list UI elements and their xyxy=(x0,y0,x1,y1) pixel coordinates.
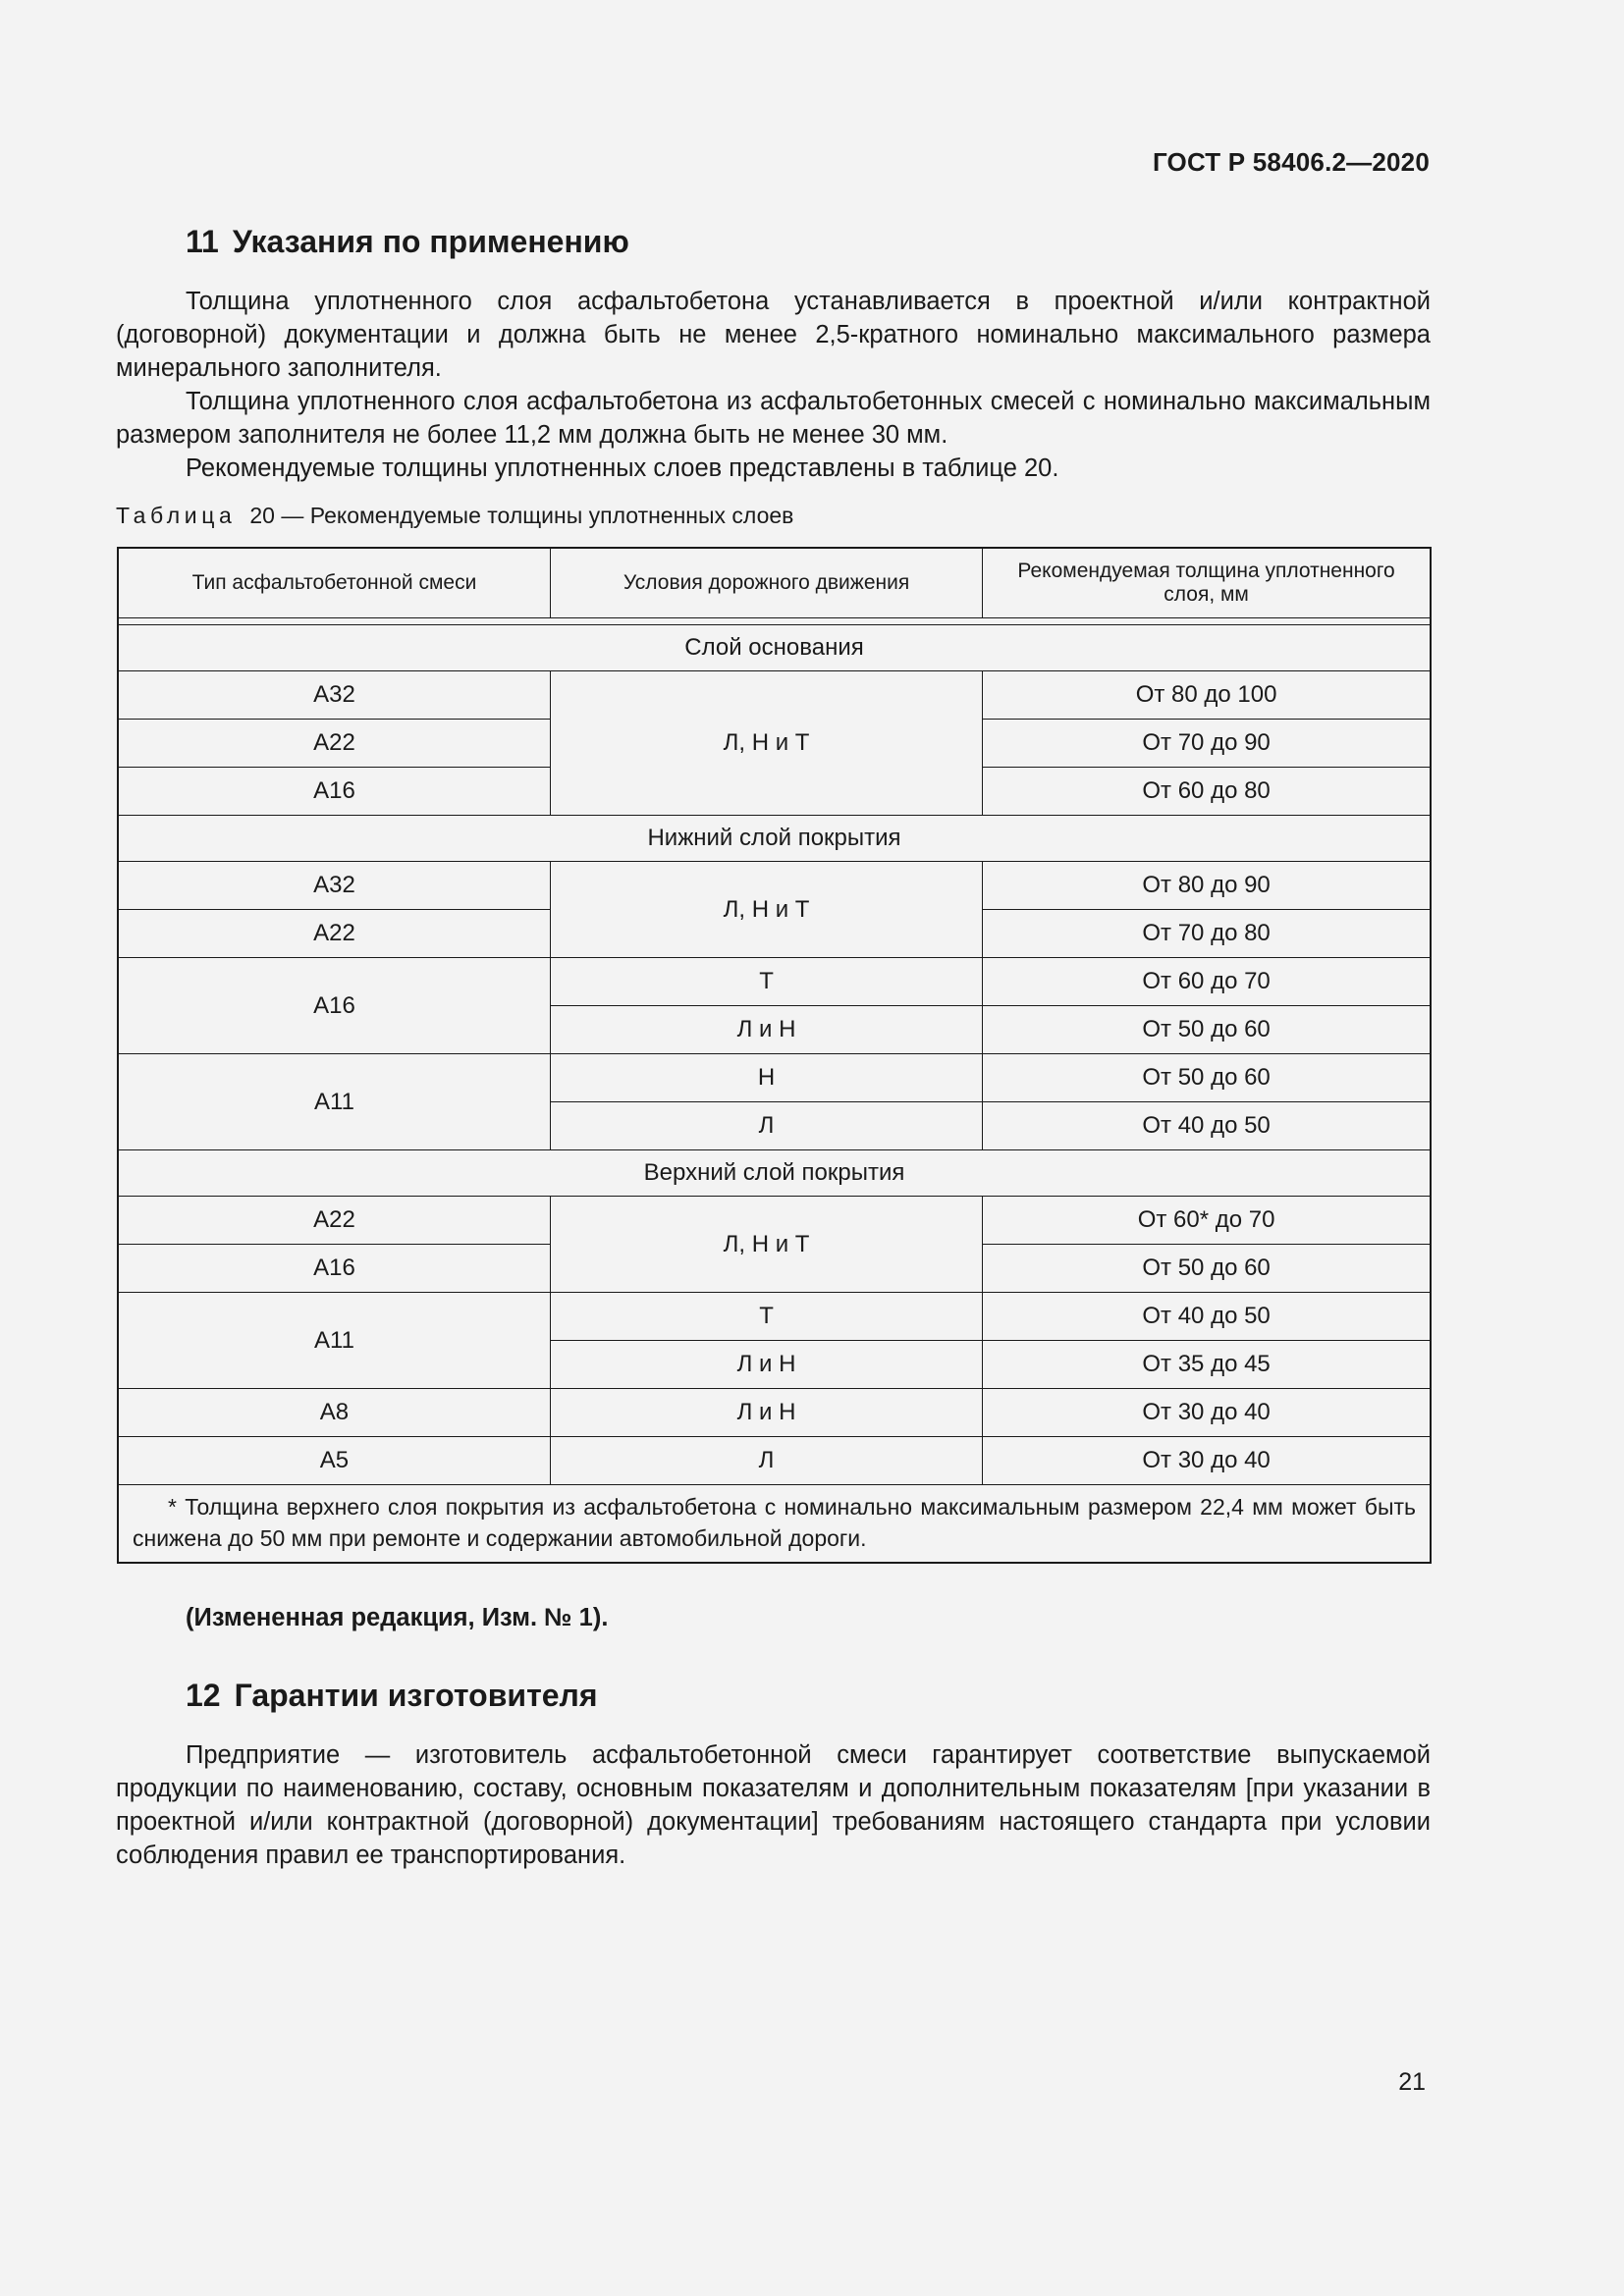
group-title-lower: Нижний слой покрытия xyxy=(118,816,1431,862)
cell-traffic: Т xyxy=(550,1293,982,1341)
cell-mix: А11 xyxy=(118,1293,550,1389)
cell-mix: А16 xyxy=(118,768,550,816)
cell-mix: А16 xyxy=(118,958,550,1054)
section-11-title: Указания по применению xyxy=(232,224,629,259)
thickness-table xyxy=(117,547,1432,1564)
cell-traffic: Т xyxy=(550,958,982,1006)
paragraph-11-1: Толщина уплотненного слоя асфальтобетона устанавливается в проектной и/или контрактной (договорной) документации и должна быть не менее 2,5-кратного номинально максимального размера минерального заполнителя. xyxy=(116,288,1431,382)
table-footnote: * Толщина верхнего слоя покрытия из асфальтобетона с номинально максимальным размером 22,4 мм может быть снижена до 50 мм при ремонте и содержании автомобильной дороги. xyxy=(118,1485,1431,1564)
document-code: ГОСТ Р 58406.2—2020 xyxy=(1152,147,1430,177)
table-row xyxy=(118,1054,1431,1102)
paragraph-12-1: Предприятие — изготовитель асфальтобетонной смеси гарантирует соответствие выпускаемой продукции по наименованию, составу, основным показателям и дополнительным показателям [при указании в проектной и/или контрактной (договорной) документации] требованиям настоящего стандарта при условии соблюдения правил ее транспортирования. xyxy=(116,1741,1431,1869)
section-12-number: 12 xyxy=(186,1678,221,1713)
table-row xyxy=(118,1389,1431,1437)
cell-thickness: От 60 до 80 xyxy=(983,768,1431,816)
cell-traffic: Л, Н и Т xyxy=(550,1197,982,1293)
group-title-base: Слой основания xyxy=(118,625,1431,671)
cell-mix: А22 xyxy=(118,720,550,768)
cell-thickness: От 50 до 60 xyxy=(983,1245,1431,1293)
table-row xyxy=(118,1293,1431,1341)
table-header-row xyxy=(118,548,1431,618)
table-row xyxy=(118,671,1431,720)
cell-traffic: Л xyxy=(550,1102,982,1150)
cell-traffic: Л и Н xyxy=(550,1006,982,1054)
cell-thickness: От 30 до 40 xyxy=(983,1437,1431,1485)
cell-mix: А5 xyxy=(118,1437,550,1485)
table-caption-text: 20 — Рекомендуемые толщины уплотненных слоев xyxy=(249,503,794,528)
cell-traffic: Л и Н xyxy=(550,1389,982,1437)
cell-thickness: От 50 до 60 xyxy=(983,1054,1431,1102)
table-row xyxy=(118,862,1431,910)
section-11-heading xyxy=(186,224,629,260)
cell-mix: А16 xyxy=(118,1245,550,1293)
cell-thickness: От 40 до 50 xyxy=(983,1102,1431,1150)
paragraph-11-3: Рекомендуемые толщины уплотненных слоев представлены в таблице 20. xyxy=(186,454,1059,482)
table-caption xyxy=(116,503,793,529)
header-mix-type: Тип асфальтобетонной смеси xyxy=(118,548,550,618)
cell-thickness: От 70 до 80 xyxy=(983,910,1431,958)
cell-mix: А11 xyxy=(118,1054,550,1150)
table-row xyxy=(118,1197,1431,1245)
cell-traffic: Н xyxy=(550,1054,982,1102)
page-number: 21 xyxy=(1398,2068,1426,2096)
cell-mix: А22 xyxy=(118,910,550,958)
cell-mix: А22 xyxy=(118,1197,550,1245)
cell-mix: А32 xyxy=(118,862,550,910)
amendment-note: (Измененная редакция, Изм. № 1). xyxy=(186,1604,609,1631)
cell-mix: А8 xyxy=(118,1389,550,1437)
cell-thickness: От 35 до 45 xyxy=(983,1341,1431,1389)
cell-traffic: Л xyxy=(550,1437,982,1485)
cell-traffic: Л, Н и Т xyxy=(550,862,982,958)
cell-thickness: От 80 до 100 xyxy=(983,671,1431,720)
header-traffic-conditions: Условия дорожного движения xyxy=(550,548,982,618)
cell-traffic: Л, Н и Т xyxy=(550,671,982,816)
table-header-gap xyxy=(118,618,1431,625)
table-row xyxy=(118,958,1431,1006)
cell-mix: А32 xyxy=(118,671,550,720)
cell-thickness: От 60 до 70 xyxy=(983,958,1431,1006)
header-recommended-thickness: Рекомендуемая толщина уплотненного слоя, мм xyxy=(983,548,1431,618)
cell-thickness: От 40 до 50 xyxy=(983,1293,1431,1341)
paragraph-11-2: Толщина уплотненного слоя асфальтобетона из асфальтобетонных смесей с номинально максимальным размером заполнителя не более 11,2 мм должна быть не менее 30 мм. xyxy=(116,388,1431,449)
section-12-heading xyxy=(186,1678,598,1714)
cell-thickness: От 70 до 90 xyxy=(983,720,1431,768)
section-12-title: Гарантии изготовителя xyxy=(234,1678,598,1713)
cell-thickness: От 50 до 60 xyxy=(983,1006,1431,1054)
group-title-upper: Верхний слой покрытия xyxy=(118,1150,1431,1197)
cell-thickness: От 60* до 70 xyxy=(983,1197,1431,1245)
cell-thickness: От 30 до 40 xyxy=(983,1389,1431,1437)
cell-thickness: От 80 до 90 xyxy=(983,862,1431,910)
table-row xyxy=(118,1437,1431,1485)
section-11-number: 11 xyxy=(186,224,219,259)
cell-traffic: Л и Н xyxy=(550,1341,982,1389)
table-caption-label: Таблица xyxy=(116,503,237,528)
